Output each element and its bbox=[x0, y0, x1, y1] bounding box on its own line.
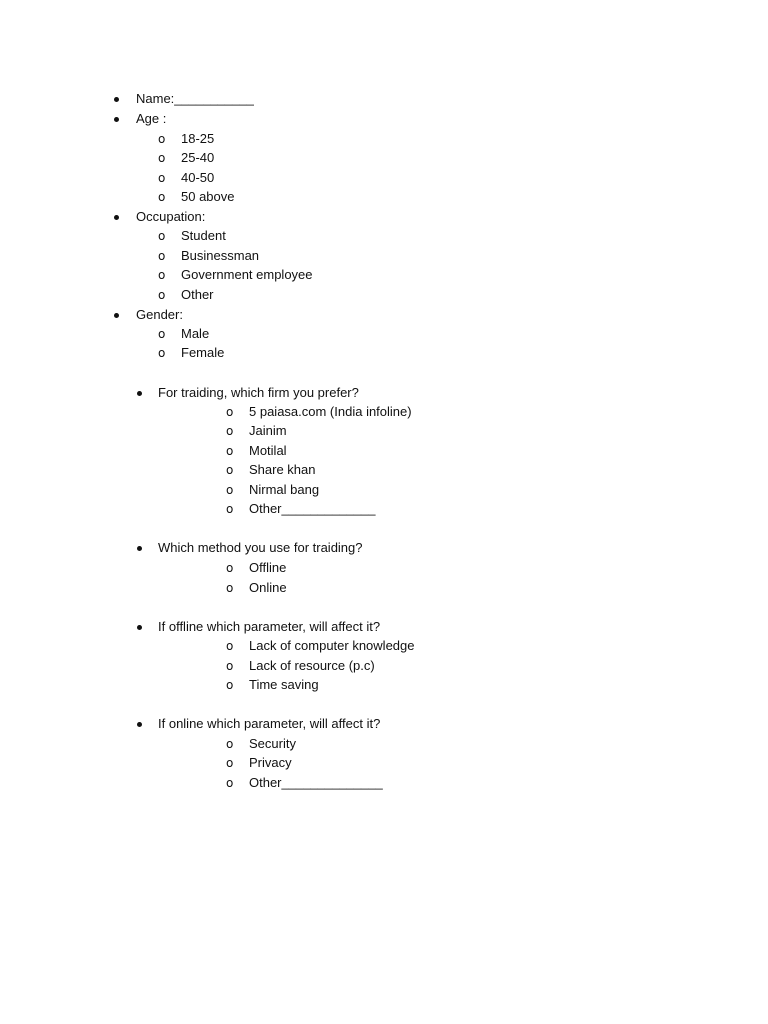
bullet-icon bbox=[137, 546, 142, 551]
question-option: Lack of resource (p.c) bbox=[249, 658, 375, 673]
occupation-option: Businessman bbox=[181, 248, 260, 263]
question-option: Offline bbox=[249, 560, 287, 575]
age-option: 18-25 bbox=[181, 131, 215, 146]
sub-bullet-icon: o bbox=[226, 424, 234, 438]
sub-bullet-icon: o bbox=[226, 405, 234, 419]
occupation-option: Other bbox=[181, 287, 214, 302]
sub-bullet-icon: o bbox=[226, 639, 234, 653]
sub-bullet-icon: o bbox=[158, 132, 166, 146]
sub-bullet-icon: o bbox=[158, 151, 166, 165]
question-option: Nirmal bang bbox=[249, 482, 320, 497]
age-label: Age : bbox=[136, 111, 167, 126]
question-option: Privacy bbox=[249, 755, 292, 770]
occupation-option: Student bbox=[181, 228, 226, 243]
question-text: If offline which parameter, will affect it? bbox=[158, 619, 381, 634]
age-option: 50 above bbox=[181, 189, 235, 204]
occupation-label: Occupation: bbox=[136, 209, 206, 224]
sub-bullet-icon: o bbox=[226, 463, 234, 477]
gender-option: Male bbox=[181, 326, 210, 341]
question-option: Other_____________ bbox=[249, 501, 376, 516]
question-option: Share khan bbox=[249, 462, 316, 477]
sub-bullet-icon: o bbox=[226, 483, 234, 497]
question-option: Online bbox=[249, 580, 287, 595]
occupation-option: Government employee bbox=[181, 267, 313, 282]
bullet-icon bbox=[114, 313, 119, 318]
sub-bullet-icon: o bbox=[158, 327, 166, 341]
bullet-icon bbox=[114, 97, 119, 102]
bullet-icon bbox=[137, 391, 142, 396]
sub-bullet-icon: o bbox=[226, 737, 234, 751]
bullet-icon bbox=[137, 722, 142, 727]
sub-bullet-icon: o bbox=[226, 561, 234, 575]
sub-bullet-icon: o bbox=[158, 249, 166, 263]
sub-bullet-icon: o bbox=[226, 678, 234, 692]
sub-bullet-icon: o bbox=[158, 288, 166, 302]
question-text: Which method you use for traiding? bbox=[158, 540, 363, 555]
sub-bullet-icon: o bbox=[158, 171, 166, 185]
question-option: Motilal bbox=[249, 443, 287, 458]
sub-bullet-icon: o bbox=[226, 756, 234, 770]
bullet-icon bbox=[114, 215, 119, 220]
question-text: If online which parameter, will affect it? bbox=[158, 716, 381, 731]
sub-bullet-icon: o bbox=[226, 502, 234, 516]
sub-bullet-icon: o bbox=[158, 229, 166, 243]
age-option: 40-50 bbox=[181, 170, 215, 185]
question-option: Jainim bbox=[249, 423, 287, 438]
question-text: For traiding, which firm you prefer? bbox=[158, 385, 359, 400]
question-option: Time saving bbox=[249, 677, 319, 692]
name-field-label: Name:___________ bbox=[136, 91, 254, 106]
question-option: Other______________ bbox=[249, 775, 383, 790]
bullet-icon bbox=[137, 625, 142, 630]
question-option: 5 paiasa.com (India infoline) bbox=[249, 404, 412, 419]
sub-bullet-icon: o bbox=[158, 268, 166, 282]
sub-bullet-icon: o bbox=[226, 659, 234, 673]
question-option: Security bbox=[249, 736, 296, 751]
sub-bullet-icon: o bbox=[158, 346, 166, 360]
gender-label: Gender: bbox=[136, 307, 183, 322]
sub-bullet-icon: o bbox=[226, 581, 234, 595]
sub-bullet-icon: o bbox=[226, 776, 234, 790]
gender-option: Female bbox=[181, 345, 225, 360]
sub-bullet-icon: o bbox=[226, 444, 234, 458]
question-option: Lack of computer knowledge bbox=[249, 638, 415, 653]
bullet-icon bbox=[114, 117, 119, 122]
sub-bullet-icon: o bbox=[158, 190, 166, 204]
age-option: 25-40 bbox=[181, 150, 215, 165]
